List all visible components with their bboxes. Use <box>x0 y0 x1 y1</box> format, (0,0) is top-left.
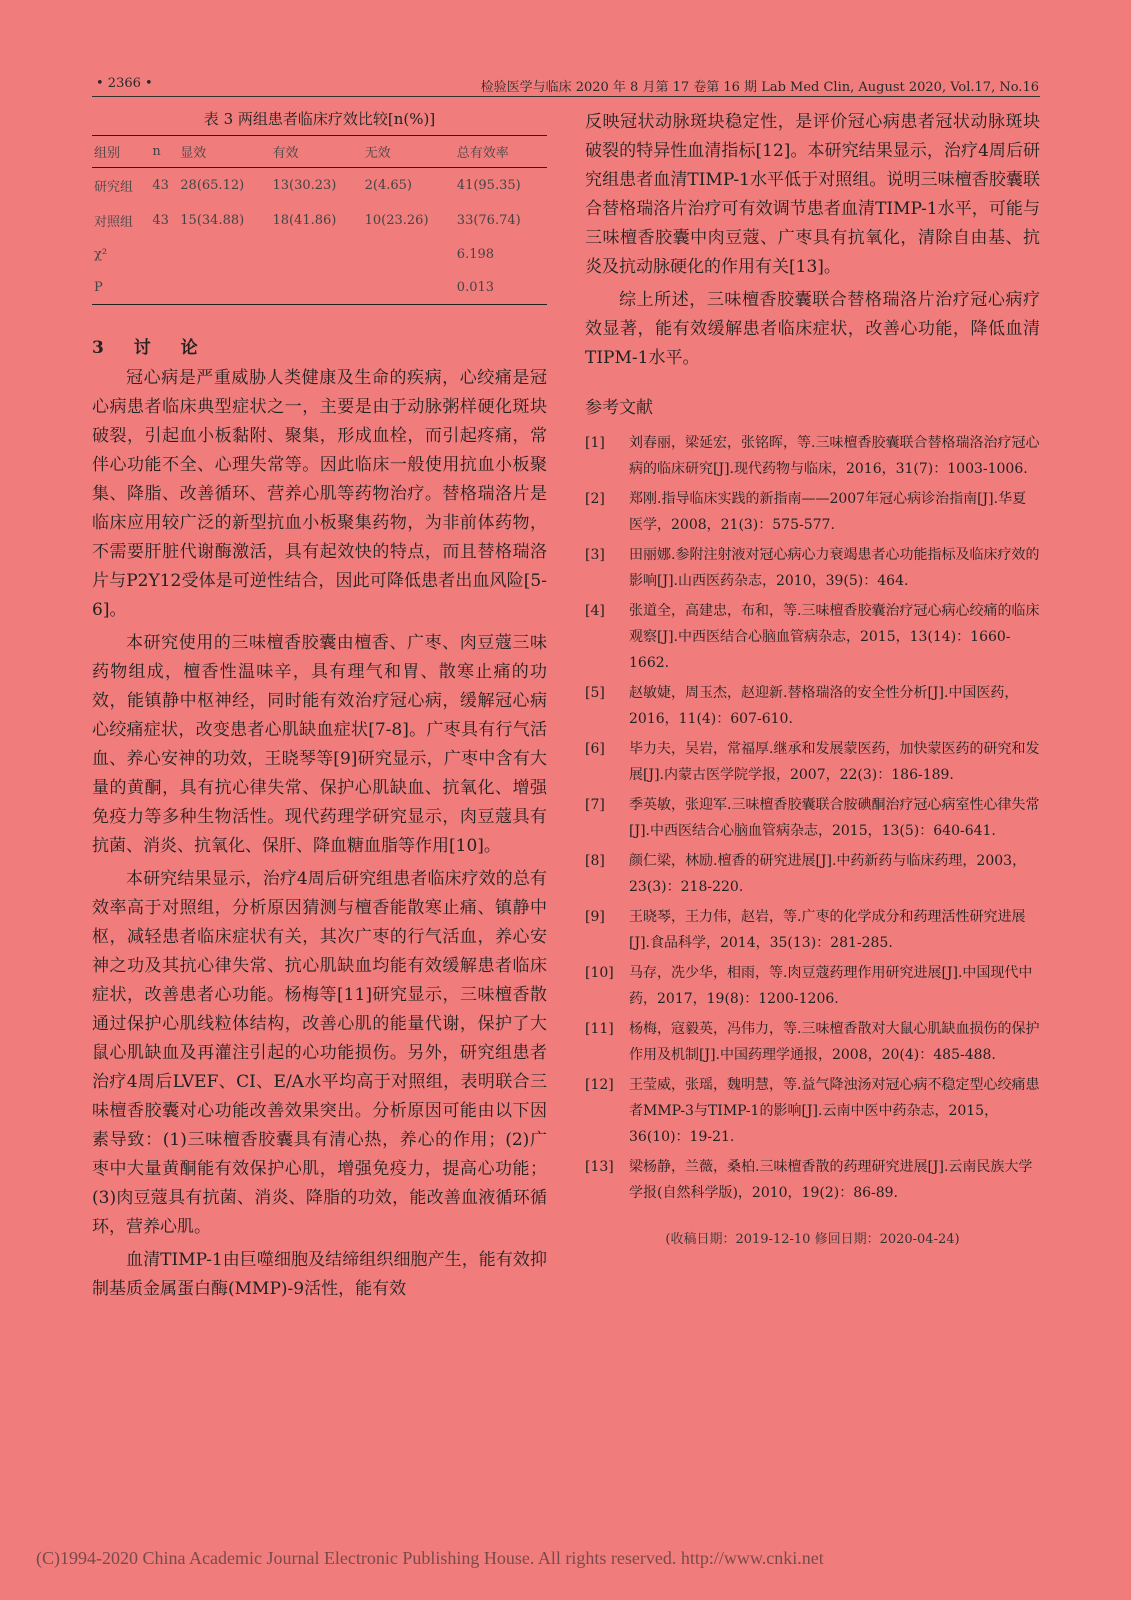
reference-item <box>585 960 1040 1012</box>
reference-text: 郑刚.指导临床实践的新指南——2007年冠心病诊治指南[J].华夏医学，2008，21(3)：575-577. <box>629 491 1027 533</box>
table-row <box>92 271 547 305</box>
reference-list <box>585 430 1040 1206</box>
reference-text: 季英敏，张迎军.三味檀香胶囊联合胺碘酮治疗冠心病室性心律失常[J].中西医结合心脑血管病杂志，2015，13(5)：640-641. <box>629 797 1040 839</box>
table-cell: 43 <box>152 213 169 228</box>
table-cell <box>150 238 178 271</box>
reference-number: [4] <box>585 603 605 619</box>
reference-text: 王晓琴，王力伟，赵岩，等.广枣的化学成分和药理活性研究进展[J].食品科学，2014，35(13)：281-285. <box>629 909 1026 951</box>
reference-item <box>585 1016 1040 1068</box>
table-cell: 13(30.23) <box>272 178 337 193</box>
table-cell: 研究组 <box>94 180 134 195</box>
reference-number: [8] <box>585 853 605 869</box>
table-cell <box>178 271 270 305</box>
table-cell <box>270 238 362 271</box>
table-header-cell: n <box>152 144 161 159</box>
reference-number: [9] <box>585 909 605 925</box>
reference-item <box>585 1072 1040 1150</box>
table-cell <box>270 271 362 305</box>
reference-item <box>585 736 1040 788</box>
table-cell: 10(23.26) <box>364 213 429 228</box>
reference-number: [10] <box>585 965 614 981</box>
table-cell: 0.013 <box>456 280 495 295</box>
reference-text: 赵敏婕，周玉杰，赵迎新.替格瑞洛的安全性分析[J].中国医药，2016，11(4)：607-610. <box>629 685 1019 727</box>
table-cell: 28(65.12) <box>180 178 245 193</box>
right-column <box>585 108 1040 1247</box>
table-cell <box>363 238 455 271</box>
table-cell: 15(34.88) <box>180 213 245 228</box>
left-column <box>92 108 547 1308</box>
table-row <box>92 238 547 271</box>
reference-text: 毕力夫，吴岩，常福厚.继承和发展蒙医药，加快蒙医药的研究和发展[J].内蒙古医学院学报，2007，22(3)：186-189. <box>629 741 1040 783</box>
table-cell <box>150 271 178 305</box>
table-cell: 43 <box>152 178 169 193</box>
reference-number: [13] <box>585 1159 614 1175</box>
table-caption: 表 3 两组患者临床疗效比较[n(%)] <box>203 110 436 128</box>
reference-number: [3] <box>585 547 605 563</box>
reference-item <box>585 848 1040 900</box>
body-paragraph: 反映冠状动脉斑块稳定性，是评价冠心病患者冠状动脉斑块破裂的特异性血清指标[12]。本研究结果显示，治疗4周后研究组患者血清TIMP-1水平低于对照组。说明三味檀香胶囊联合替格瑞洛片治疗可有效调节患者血清TIMP-1水平，可能与三味檀香胶囊中肉豆蔻、广枣具有抗氧化，清除自由基、抗炎及抗动脉硬化的作用有关[13]。 <box>585 112 1040 277</box>
table-row <box>92 203 547 238</box>
efficacy-table <box>92 135 547 305</box>
table-header-cell: 组别 <box>94 146 121 161</box>
body-paragraph: 本研究结果显示，治疗4周后研究组患者临床疗效的总有效率高于对照组，分析原因猜测与檀香能散寒止痛、镇静中枢，减轻患者临床症状有关，其次广枣的行气活血，养心安神之功及其抗心律失常、抗心肌缺血均能有效缓解患者临床症状，改善患者心功能。杨梅等[11]研究显示，三味檀香散通过保护心肌线粒体结构，改善心肌的能量代谢，保护了大鼠心肌缺血及再灌注引起的心功能损伤。另外，研究组患者治疗4周后LVEF、CI、E/A水平均高于对照组，表明联合三味檀香胶囊对心功能改善效果突出。分析原因可能由以下因素导致：(1)三味檀香胶囊具有清心热，养心的作用；(2)广枣中大量黄酮能有效保护心肌，增强免疫力，提高心功能；(3)肉豆蔻具有抗菌、消炎、降脂的功效，能改善血液循环循环，营养心肌。 <box>92 869 547 1237</box>
reference-number: [12] <box>585 1077 614 1093</box>
reference-number: [6] <box>585 741 605 757</box>
reference-item <box>585 430 1040 482</box>
table-header-cell: 无效 <box>364 146 391 161</box>
section-heading: 3 讨 论 <box>92 338 210 358</box>
reference-number: [11] <box>585 1021 614 1037</box>
received-revised-dates: (收稿日期：2019-12-10 修回日期：2020-04-24) <box>665 1232 960 1247</box>
body-paragraph: 冠心病是严重威胁人类健康及生命的疾病，心绞痛是冠心病患者临床典型症状之一，主要是由于动脉粥样硬化斑块破裂，引起血小板黏附、聚集，形成血栓，而引起疼痛，常伴心功能不全、心理失常等。因此临床一般使用抗血小板聚集、降脂、改善循环、营养心肌等药物治疗。替格瑞洛片是临床应用较广泛的新型抗血小板聚集药物，为非前体药物，不需要肝脏代谢酶激活，具有起效快的特点，而且替格瑞洛片与P2Y12受体是可逆性结合，因此可降低患者出血风险[5-6]。 <box>92 368 547 620</box>
table-header-cell: 显效 <box>180 146 207 161</box>
table-cell: 41(95.35) <box>456 178 521 193</box>
table-cell <box>178 238 270 271</box>
reference-item <box>585 904 1040 956</box>
body-paragraph: 综上所述，三味檀香胶囊联合替格瑞洛片治疗冠心病疗效显著，能有效缓解患者临床症状，改善心功能，降低血清TIPM-1水平。 <box>585 290 1040 368</box>
reference-text: 张道全，高建忠，布和，等.三味檀香胶囊治疗冠心病心绞痛的临床观察[J].中西医结合心脑血管病杂志，2015，13(14)：1660-1662. <box>629 603 1040 671</box>
table-cell: 2(4.65) <box>364 178 412 193</box>
table-row <box>92 168 547 204</box>
reference-item <box>585 792 1040 844</box>
table-header-cell: 总有效率 <box>456 146 509 161</box>
table-cell: χ² <box>94 247 108 262</box>
table-header-row <box>92 136 547 168</box>
reference-item <box>585 542 1040 594</box>
reference-text: 王莹威，张瑶，魏明慧，等.益气降浊汤对冠心病不稳定型心绞痛患者MMP-3与TIMP-1的影响[J].云南中医中药杂志，2015，36(10)：19-21. <box>629 1077 1040 1145</box>
reference-text: 梁杨静，兰薇，桑柏.三味檀香散的药理研究进展[J].云南民族大学学报(自然科学版)，2010，19(2)：86-89. <box>629 1159 1033 1201</box>
reference-number: [7] <box>585 797 605 813</box>
reference-text: 马存，冼少华，相雨，等.肉豆蔻药理作用研究进展[J].中国现代中药，2017，19(8)：1200-1206. <box>629 965 1033 1007</box>
table-cell: 33(76.74) <box>456 213 521 228</box>
reference-number: [5] <box>585 685 605 701</box>
table-cell <box>363 271 455 305</box>
journal-header: 检验医学与临床 2020 年 8 月第 17 卷第 16 期 Lab Med Clin, August 2020, Vol.17, No.16 <box>480 80 1039 95</box>
table-cell: 18(41.86) <box>272 213 337 228</box>
table-header-cell: 有效 <box>272 146 299 161</box>
reference-text: 田丽娜.参附注射液对冠心病心力衰竭患者心功能指标及临床疗效的影响[J].山西医药杂志，2010，39(5)：464. <box>629 547 1040 589</box>
reference-item <box>585 680 1040 732</box>
table-cell: 6.198 <box>456 247 495 262</box>
header-rule <box>92 96 1040 97</box>
body-paragraph: 本研究使用的三味檀香胶囊由檀香、广枣、肉豆蔻三味药物组成，檀香性温味辛，具有理气和胃、散寒止痛的功效，能镇静中枢神经，同时能有效治疗冠心病，缓解冠心病心绞痛症状，改变患者心肌缺血症状[7-8]。广枣具有行气活血、养心安神的功效，王晓琴等[9]研究显示，广枣中含有大量的黄酮，具有抗心律失常、保护心肌缺血、抗氧化、增强免疫力等多种生物活性。现代药理学研究显示，肉豆蔻具有抗菌、消炎、抗氧化、保肝、降血糖血脂等作用[10]。 <box>92 633 547 856</box>
reference-number: [1] <box>585 435 605 451</box>
references-heading: 参考文献 <box>585 398 653 418</box>
reference-number: [2] <box>585 491 605 507</box>
page-number: • 2366 • <box>96 76 153 91</box>
reference-text: 颜仁梁，林励.檀香的研究进展[J].中药新药与临床药理，2003，23(3)：218-220. <box>629 853 1027 895</box>
body-paragraph: 血清TIMP-1由巨噬细胞及结缔组织细胞产生，能有效抑制基质金属蛋白酶(MMP)-9活性，能有效 <box>92 1250 547 1299</box>
reference-text: 刘春丽，梁延宏，张铭晖，等.三味檀香胶囊联合替格瑞洛治疗冠心病的临床研究[J].现代药物与临床，2016，31(7)：1003-1006. <box>629 435 1040 477</box>
reference-item <box>585 598 1040 676</box>
copyright-footer: (C)1994-2020 China Academic Journal Electronic Publishing House. All rights reserved. http://www.cnki.net <box>36 1548 824 1568</box>
reference-text: 杨梅，寇毅英，冯伟力，等.三味檀香散对大鼠心肌缺血损伤的保护作用及机制[J].中国药理学通报，2008，20(4)：485-488. <box>629 1021 1040 1063</box>
reference-item <box>585 486 1040 538</box>
table-cell: 对照组 <box>94 215 134 230</box>
table-cell: P <box>94 280 103 295</box>
reference-item <box>585 1154 1040 1206</box>
